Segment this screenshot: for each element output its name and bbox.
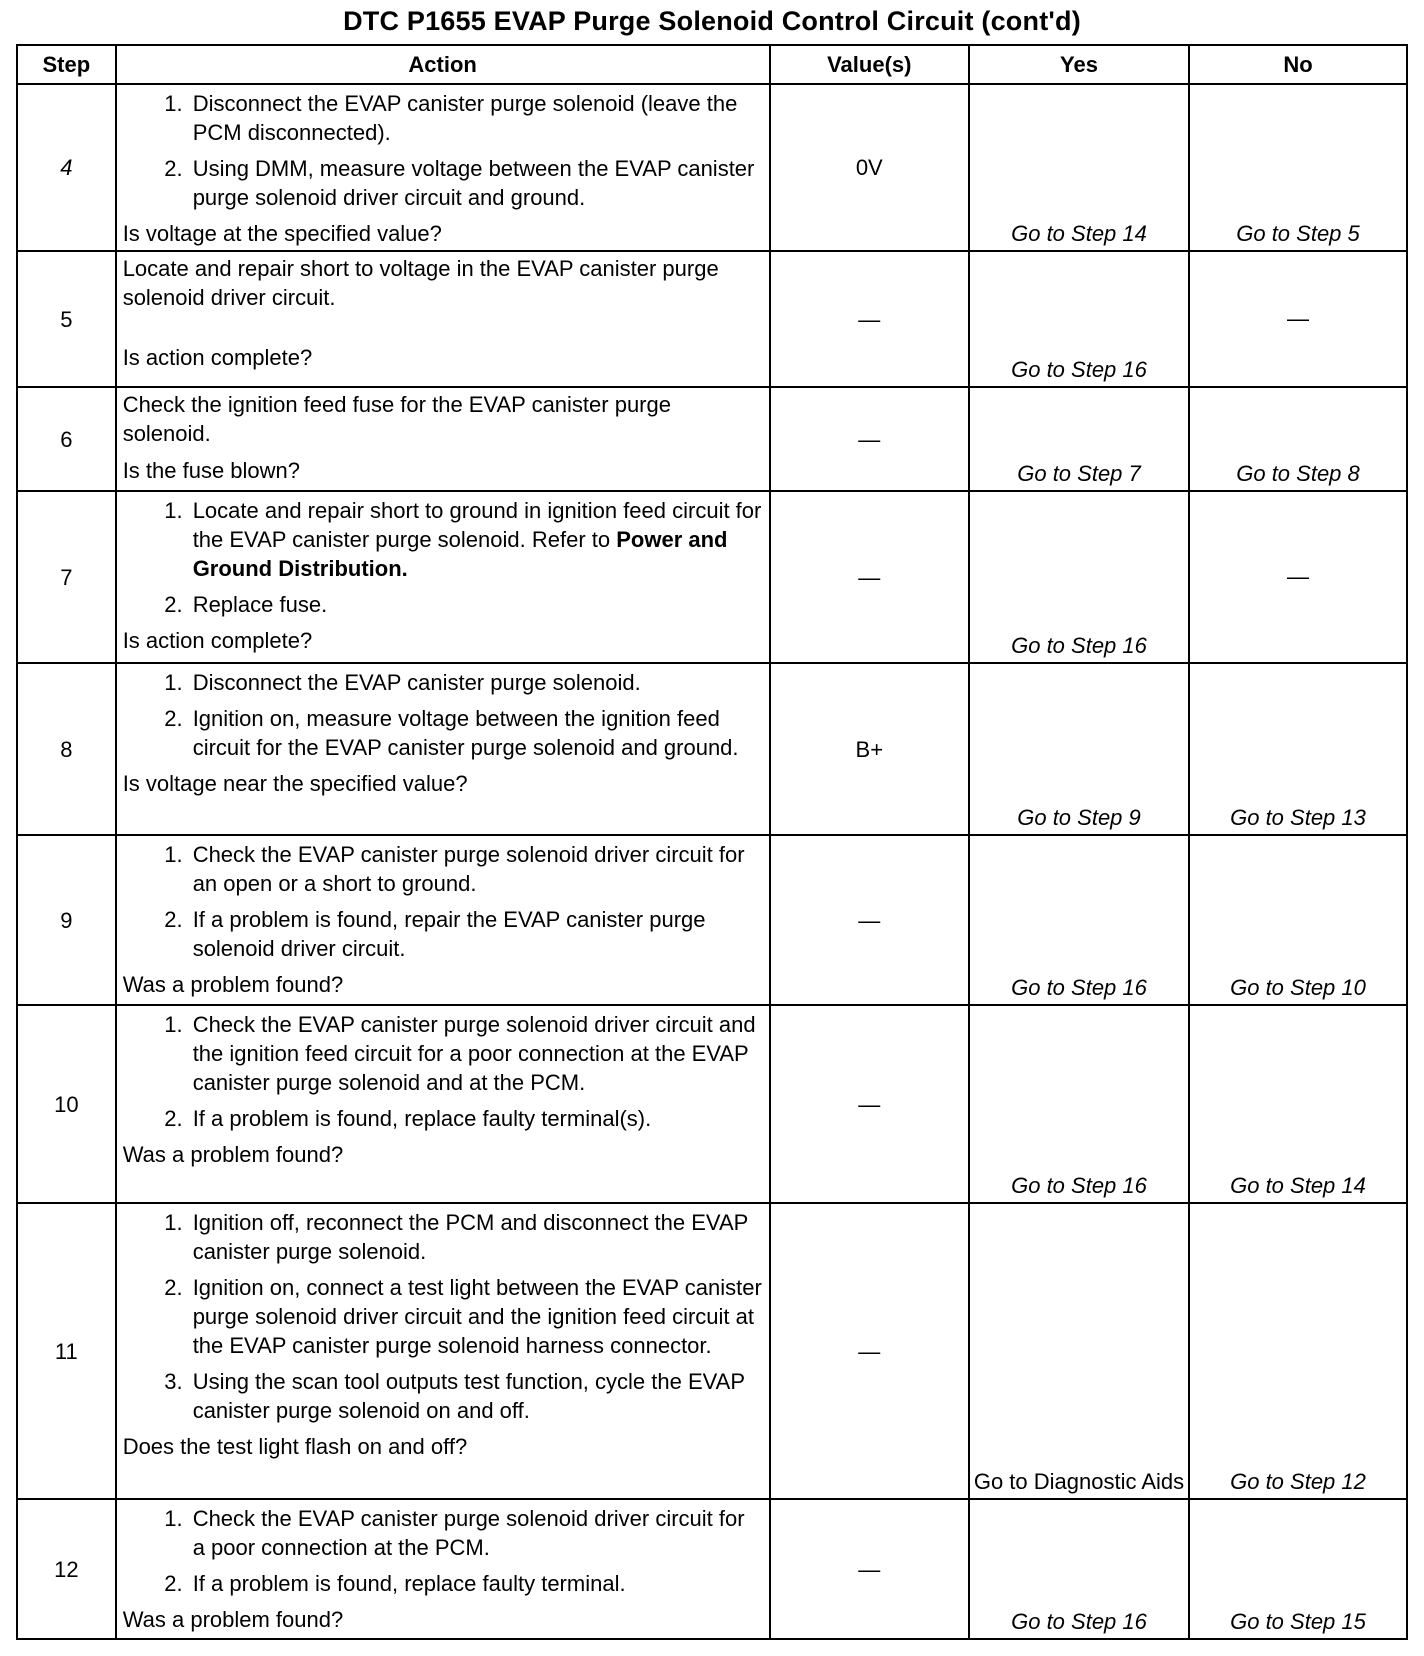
step-number: 8 xyxy=(17,663,116,835)
action-item: 2. If a problem is found, replace faulty terminal(s). xyxy=(189,1104,763,1133)
step-number: 12 xyxy=(17,1499,116,1639)
step-number: 11 xyxy=(17,1203,116,1499)
action-question: Is action complete? xyxy=(122,628,313,653)
action-cell xyxy=(116,251,770,387)
value-cell: — xyxy=(770,491,969,663)
action-item: 2. Ignition on, connect a test light between the EVAP canister purge solenoid driver circuit and the ignition feed circuit at the EVAP canister purge solenoid harness connector. xyxy=(189,1273,763,1360)
no-cell: Go to Step 5 xyxy=(1189,84,1407,251)
action-list xyxy=(123,1504,763,1598)
action-question: Was a problem found? xyxy=(122,972,344,997)
action-cell xyxy=(116,491,770,663)
header-no: No xyxy=(1189,45,1407,84)
action-cell xyxy=(116,387,770,491)
action-question: Is voltage near the specified value? xyxy=(122,771,468,796)
action-item-text: Locate and repair short to ground in ignition feed circuit for the EVAP canister purge solenoid. Refer to xyxy=(192,498,762,552)
action-text: Locate and repair short to voltage in the EVAP canister purge solenoid driver circuit. xyxy=(122,256,719,310)
action-list xyxy=(123,668,763,762)
value-cell: — xyxy=(770,835,969,1005)
value-cell: — xyxy=(770,387,969,491)
action-item: 2. Ignition on, measure voltage between the ignition feed circuit for the EVAP canister purge solenoid and ground. xyxy=(189,704,763,762)
yes-cell: Go to Step 16 xyxy=(969,491,1189,663)
yes-cell: Go to Diagnostic Aids xyxy=(969,1203,1189,1499)
yes-cell: Go to Step 16 xyxy=(969,1499,1189,1639)
action-cell xyxy=(116,835,770,1005)
value-cell: — xyxy=(770,1005,969,1203)
table-header-row xyxy=(17,45,1407,84)
step-number: 9 xyxy=(17,835,116,1005)
action-item: 1. Check the EVAP canister purge solenoid driver circuit and the ignition feed circuit for a poor connection at the EVAP canister purge solenoid and at the PCM. xyxy=(189,1010,763,1097)
action-cell xyxy=(116,1499,770,1639)
no-cell: Go to Step 12 xyxy=(1189,1203,1407,1499)
action-question: Was a problem found? xyxy=(122,1607,344,1632)
action-item: 1. Disconnect the EVAP canister purge solenoid. xyxy=(189,668,763,697)
action-item: 2. Replace fuse. xyxy=(189,590,763,619)
yes-cell: Go to Step 16 xyxy=(969,251,1189,387)
action-question: Does the test light flash on and off? xyxy=(122,1434,468,1459)
table-row xyxy=(17,251,1407,387)
yes-cell: Go to Step 16 xyxy=(969,1005,1189,1203)
no-cell: Go to Step 10 xyxy=(1189,835,1407,1005)
header-yes: Yes xyxy=(969,45,1189,84)
action-cell xyxy=(116,1005,770,1203)
table-row xyxy=(17,1005,1407,1203)
action-list xyxy=(123,1010,763,1133)
table-row xyxy=(17,387,1407,491)
table-row xyxy=(17,835,1407,1005)
action-cell xyxy=(116,84,770,251)
reference-link[interactable]: Power and Ground Distribution. xyxy=(192,527,728,581)
action-item: 1. Check the EVAP canister purge solenoid driver circuit for an open or a short to ground. xyxy=(189,840,763,898)
action-question: Is action complete? xyxy=(122,345,313,370)
header-step: Step xyxy=(17,45,116,84)
yes-cell: Go to Step 9 xyxy=(969,663,1189,835)
value-cell: — xyxy=(770,251,969,387)
yes-cell: Go to Step 16 xyxy=(969,835,1189,1005)
action-list xyxy=(123,840,763,963)
action-item: 3. Using the scan tool outputs test function, cycle the EVAP canister purge solenoid on and off. xyxy=(189,1367,763,1425)
header-action: Action xyxy=(116,45,770,84)
table-row xyxy=(17,1499,1407,1639)
no-cell: Go to Step 13 xyxy=(1189,663,1407,835)
step-number: 4 xyxy=(17,84,116,251)
table-row xyxy=(17,663,1407,835)
action-item: 2. If a problem is found, replace faulty terminal. xyxy=(189,1569,763,1598)
step-number: 10 xyxy=(17,1005,116,1203)
action-list xyxy=(123,496,763,619)
table-row xyxy=(17,491,1407,663)
action-item: 1. Disconnect the EVAP canister purge solenoid (leave the PCM disconnected). xyxy=(189,89,763,147)
action-item: 2. If a problem is found, repair the EVAP canister purge solenoid driver circuit. xyxy=(189,905,763,963)
yes-cell: Go to Step 14 xyxy=(969,84,1189,251)
value-cell: B+ xyxy=(770,663,969,835)
no-cell: — xyxy=(1189,491,1407,663)
action-item: 2. Using DMM, measure voltage between the EVAP canister purge solenoid driver circuit and ground. xyxy=(189,154,763,212)
action-question: Was a problem found? xyxy=(122,1142,344,1167)
step-number: 6 xyxy=(17,387,116,491)
action-text: Check the ignition feed fuse for the EVAP canister purge solenoid. xyxy=(122,392,671,446)
action-cell xyxy=(116,1203,770,1499)
action-item xyxy=(189,496,763,583)
header-value: Value(s) xyxy=(770,45,969,84)
action-item: 1. Ignition off, reconnect the PCM and disconnect the EVAP canister purge solenoid. xyxy=(189,1208,763,1266)
step-number: 5 xyxy=(17,251,116,387)
table-row xyxy=(17,1203,1407,1499)
no-cell: Go to Step 14 xyxy=(1189,1005,1407,1203)
no-cell: Go to Step 15 xyxy=(1189,1499,1407,1639)
no-cell: Go to Step 8 xyxy=(1189,387,1407,491)
action-list xyxy=(123,89,763,212)
action-question: Is voltage at the specified value? xyxy=(122,221,442,246)
action-list xyxy=(123,1208,763,1425)
table-row xyxy=(17,84,1407,251)
step-number: 7 xyxy=(17,491,116,663)
value-cell: — xyxy=(770,1499,969,1639)
action-cell xyxy=(116,663,770,835)
yes-cell: Go to Step 7 xyxy=(969,387,1189,491)
page-title: DTC P1655 EVAP Purge Solenoid Control Circuit (cont'd) xyxy=(343,6,1081,36)
action-item: 1. Check the EVAP canister purge solenoid driver circuit for a poor connection at the PCM. xyxy=(189,1504,763,1562)
value-cell: — xyxy=(770,1203,969,1499)
action-question: Is the fuse blown? xyxy=(122,458,301,483)
diagnostic-table xyxy=(16,44,1408,1640)
value-cell: 0V xyxy=(770,84,969,251)
no-cell: — xyxy=(1189,251,1407,387)
